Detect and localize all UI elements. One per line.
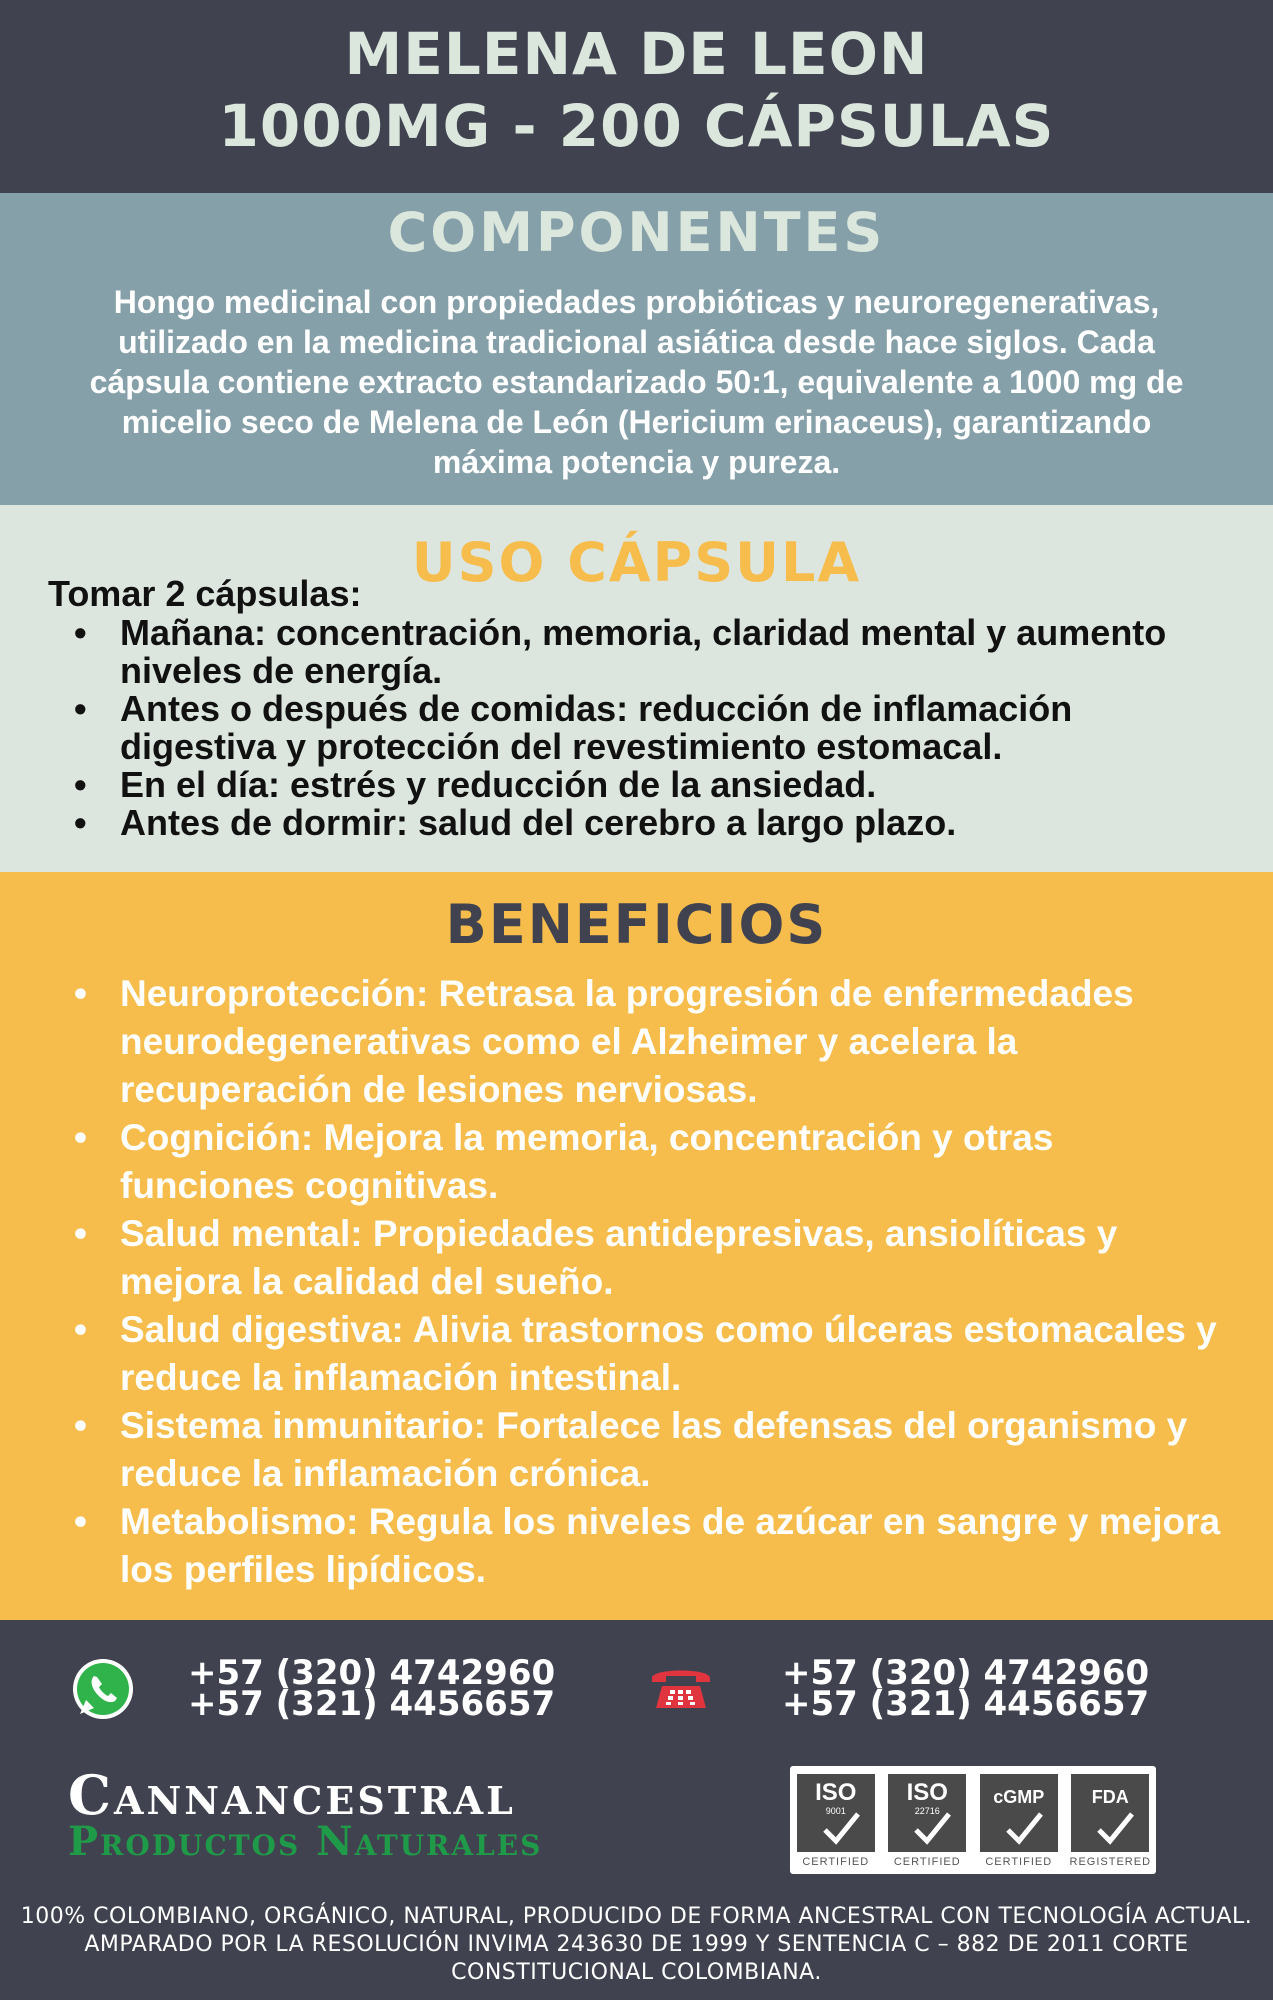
list-item: • En el día: estrés y reducción de la ansiedad. xyxy=(48,766,1238,804)
uso-list xyxy=(48,614,1238,842)
list-item: • Mañana: concentración, memoria, claridad mental y aumento niveles de energía. xyxy=(48,614,1238,690)
telephone-icon[interactable] xyxy=(648,1664,714,1712)
page-title xyxy=(0,18,1273,162)
badge-label: CERTIFIED xyxy=(802,1856,870,1868)
phone-number-1[interactable]: +57 (320) 4742960 xyxy=(782,1653,1150,1693)
badge-title: ISO xyxy=(815,1779,857,1806)
whatsapp-icon[interactable] xyxy=(70,1656,136,1722)
componentes-heading: COMPONENTES xyxy=(387,201,886,264)
whatsapp-number-2[interactable]: +57 (321) 4456657 xyxy=(188,1684,556,1724)
fda-badge xyxy=(1070,1774,1150,1868)
phone-number-2[interactable]: +57 (321) 4456657 xyxy=(782,1684,1150,1724)
beneficios-list xyxy=(48,970,1238,1594)
uso-heading: USO CÁPSULA xyxy=(411,531,862,594)
list-item: • Salud mental: Propiedades antidepresivas, ansiolíticas y mejora la calidad del sueño. xyxy=(48,1210,1238,1306)
list-item: • Cognición: Mejora la memoria, concentración y otras funciones cognitivas. xyxy=(48,1114,1238,1210)
check-icon xyxy=(1095,1810,1135,1846)
whatsapp-number-1[interactable]: +57 (320) 4742960 xyxy=(188,1653,556,1693)
componentes-text: Hongo medicinal con propiedades probióticas y neuroregenerativas, utilizado en la medicina tradicional asiática desde hace siglos. Cada cápsula contiene extracto estandarizado 50:1, equivalente a 1000 mg de micelio seco de Melena de León (Hericium erinaceus), garantizando máxima potencia y pureza. xyxy=(89,284,1184,480)
badge-number: 22716 xyxy=(914,1806,940,1816)
brand-logo-name: Cannancestral xyxy=(68,1763,516,1827)
uso-intro: Tomar 2 cápsulas: xyxy=(48,573,362,614)
check-icon xyxy=(912,1810,952,1846)
badge-title: FDA xyxy=(1091,1787,1129,1807)
list-item: • Antes o después de comidas: reducción de inflamación digestiva y protección del revestimiento estomacal. xyxy=(48,690,1238,766)
list-item: • Antes de dormir: salud del cerebro a largo plazo. xyxy=(48,804,1238,842)
list-item: • Metabolismo: Regula los niveles de azúcar en sangre y mejora los perfiles lipídicos. xyxy=(48,1498,1238,1594)
iso-22716-badge xyxy=(887,1774,967,1868)
check-icon xyxy=(821,1810,861,1846)
list-item: • Neuroprotección: Retrasa la progresión de enfermedades neurodegenerativas como el Alzheimer y acelera la recuperación de lesiones nerviosas. xyxy=(48,970,1238,1114)
title-line-2: 1000MG - 200 CÁPSULAS xyxy=(218,92,1055,160)
brand-logo-subtitle: Productos Naturales xyxy=(68,1818,543,1865)
beneficios-heading: BENEFICIOS xyxy=(445,893,828,956)
iso-9001-badge xyxy=(796,1774,876,1868)
check-icon xyxy=(1004,1810,1044,1846)
cgmp-badge xyxy=(979,1774,1059,1868)
badge-label: REGISTERED xyxy=(1069,1856,1152,1868)
badge-title: cGMP xyxy=(993,1787,1045,1807)
list-item: • Sistema inmunitario: Fortalece las defensas del organismo y reduce la inflamación crónica. xyxy=(48,1402,1238,1498)
badge-number: 9001 xyxy=(825,1806,846,1816)
title-line-1: MELENA DE LEON xyxy=(344,20,929,88)
certification-badges xyxy=(790,1766,1156,1874)
badge-title: ISO xyxy=(906,1779,948,1806)
legal-notice: 100% COLOMBIANO, ORGÁNICO, NATURAL, PRODUCIDO DE FORMA ANCESTRAL CON TECNOLOGÍA ACTUAL. AMPARADO POR LA RESOLUCIÓN INVIMA 243630 DE 1999 Y SENTENCIA C – 882 DE 2011 CORTE CONSTITUCIONAL COLOMBIANA. xyxy=(20,1904,1253,1985)
list-item: • Salud digestiva: Alivia trastornos como úlceras estomacales y reduce la inflamación intestinal. xyxy=(48,1306,1238,1402)
badge-label: CERTIFIED xyxy=(985,1856,1053,1868)
badge-label: CERTIFIED xyxy=(893,1856,961,1868)
